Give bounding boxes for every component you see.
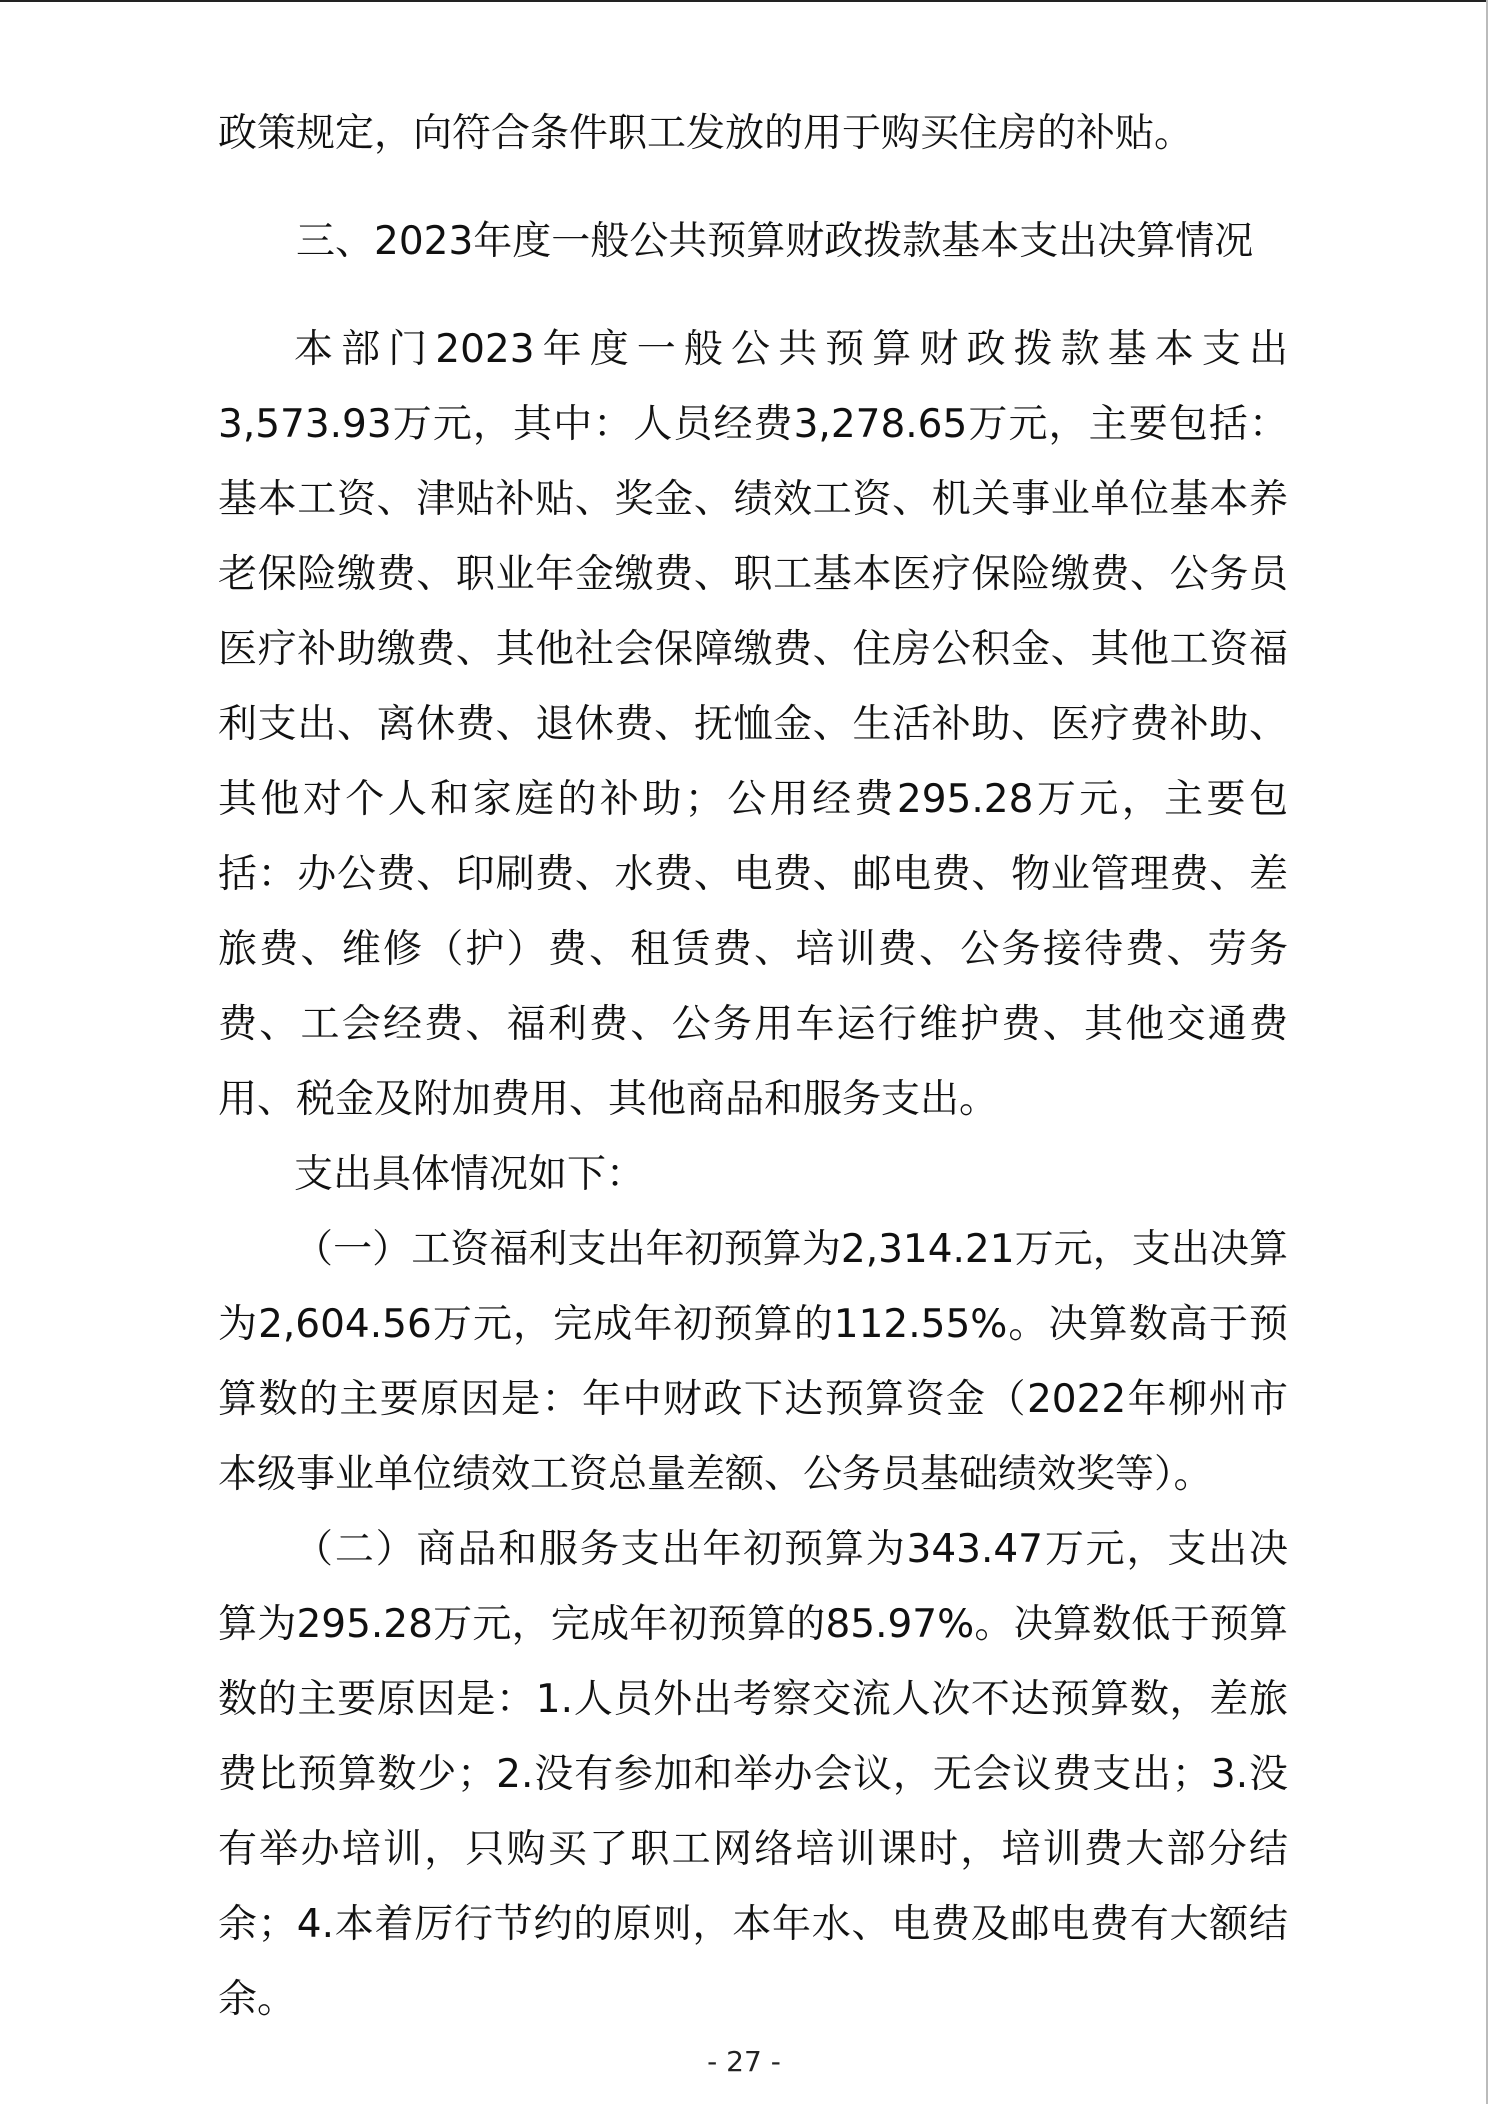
- paragraph-salary-welfare: （一）工资福利支出年初预算为2,314.21万元，支出决算为2,604.56万元，完成年初预算的112.55%。决算数高于预算数的主要原因是：年中财政下达预算资金（2022年柳州市本级事业单位绩效工资总量差额、公务员基础绩效奖等）。: [218, 1227, 1288, 1497]
- top-border-line: [0, 0, 1488, 2]
- paragraph-goods-services: （二）商品和服务支出年初预算为343.47万元，支出决算为295.28万元，完成年初预算的85.97%。决算数低于预算数的主要原因是：1.人员外出考察交流人次不达预算数，差旅费比预算数少；2.没有参加和举办会议，无会议费支出；3.没有举办培训，只购买了职工网络培训课时，培训费大部分结余；4.本着厉行节约的原则，本年水、电费及邮电费有大额结余。: [218, 1527, 1288, 2022]
- section-heading-3: 三、2023年度一般公共预算财政拨款基本支出决算情况: [296, 219, 1254, 264]
- paragraph-continuation: 政策规定，向符合条件职工发放的用于购买住房的补贴。: [218, 111, 1194, 156]
- paragraph-details-intro: 支出具体情况如下：: [294, 1152, 646, 1197]
- document-body: [218, 96, 1288, 2037]
- paragraph-basic-expenditure: 本部门2023年度一般公共预算财政拨款基本支出3,573.93万元，其中：人员经费3,278.65万元，主要包括：基本工资、津贴补贴、奖金、绩效工资、机关事业单位基本养老保险缴费、职业年金缴费、职工基本医疗保险缴费、公务员医疗补助缴费、其他社会保障缴费、住房公积金、其他工资福利支出、离休费、退休费、抚恤金、生活补助、医疗费补助、其他对个人和家庭的补助；公用经费295.28万元，主要包括：办公费、印刷费、水费、电费、邮电费、物业管理费、差旅费、维修（护）费、租赁费、培训费、公务接待费、劳务费、工会经费、福利费、公务用车运行维护费、其他交通费用、税金及附加费用、其他商品和服务支出。: [218, 327, 1288, 1122]
- page-number: - 27 -: [707, 2045, 781, 2078]
